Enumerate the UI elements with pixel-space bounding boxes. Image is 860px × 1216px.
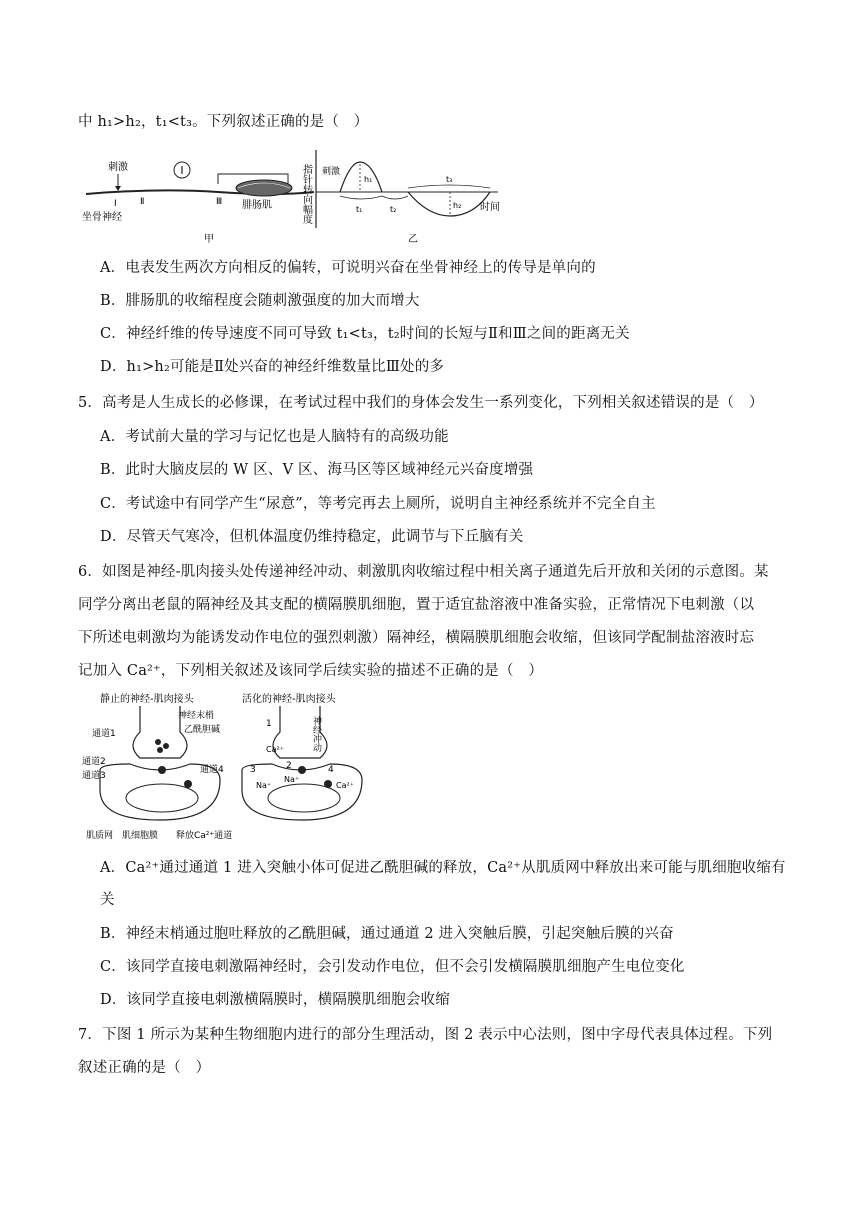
muscle-label: 腓肠肌 bbox=[242, 200, 272, 211]
na-label-2: Na⁺ bbox=[284, 775, 300, 784]
question-7-stem-line2: 叙述正确的是（ ） bbox=[78, 1060, 211, 1076]
q5-option-c: C．考试途中有同学产生“尿意”，等考完再去上厕所，说明自主神经系统并不完全自主 bbox=[100, 496, 656, 512]
left-caption: 甲 bbox=[204, 234, 214, 245]
right-caption: 乙 bbox=[408, 234, 418, 245]
label-I: Ⅰ bbox=[114, 199, 117, 209]
membrane-label: 肌细胞膜 bbox=[122, 831, 159, 840]
n1-label: 1 bbox=[266, 719, 272, 729]
release-label: 释放Ca²⁺通道 bbox=[176, 831, 233, 840]
t2-label: t₂ bbox=[390, 205, 397, 214]
n2-label: 2 bbox=[286, 761, 292, 771]
ch2-label: 通道2 bbox=[82, 757, 106, 767]
question-6-stem-line1: 6．如图是神经-肌肉接头处传递神经冲动、刺激肌肉收缩过程中相关离子通道先后开放和关闭的示意图。某 bbox=[78, 564, 769, 580]
q4-option-d: D．h₁>h₂可能是Ⅱ处兴奋的神经纤维数量比Ⅲ处的多 bbox=[100, 359, 445, 375]
question-6-stem-line3: 下所述电刺激均为能诱发动作电位的强烈刺激）隔神经，横隔膜肌细胞会收缩，但该同学配制盐溶液时忘 bbox=[78, 630, 755, 646]
t1-label: t₁ bbox=[356, 205, 363, 214]
h2-label: h₂ bbox=[453, 201, 462, 210]
n3-label: 3 bbox=[250, 765, 256, 775]
nerve-ending-label: 神经末梢 bbox=[178, 711, 215, 721]
ca-label-2: Ca²⁺ bbox=[336, 781, 354, 790]
h1-label: h₁ bbox=[364, 175, 373, 184]
nerve-label: 坐骨神经 bbox=[82, 212, 122, 223]
q5-option-b: B．此时大脑皮层的 W 区、V 区、海马区等区域神经元兴奋度增强 bbox=[100, 462, 534, 478]
right-title: 活化的神经-肌肉接头 bbox=[242, 694, 336, 705]
ch4-label: 通道4 bbox=[200, 765, 224, 775]
ch1-label: 通道1 bbox=[92, 729, 116, 739]
q6-option-c: C．该同学直接电刺激隔神经时，会引发动作电位，但不会引发横隔膜肌细胞产生电位变化 bbox=[100, 959, 685, 975]
question-6-stem-line2: 同学分离出老鼠的隔神经及其支配的横隔膜肌细胞，置于适宜盐溶液中准备实验，正常情况下电刺激（以 bbox=[78, 597, 755, 613]
question-5-stem: 5．高考是人生成长的必修课，在考试过程中我们的身体会发生一系列变化，下列相关叙述错误的是（ ） bbox=[78, 395, 764, 411]
time-label: 时间 bbox=[480, 202, 500, 213]
q4-option-c: C．神经纤维的传导速度不同可导致 t₁<t₃，t₂时间的长短与Ⅱ和Ⅲ之间的距离无关 bbox=[100, 326, 630, 342]
q5-option-a: A．考试前大量的学习与记忆也是人脑特有的高级功能 bbox=[100, 429, 449, 445]
q6-figure bbox=[80, 690, 380, 840]
label-II: Ⅱ bbox=[140, 197, 145, 207]
q4-figure bbox=[78, 148, 518, 248]
q5-option-d: D．尽管天气寒冷，但机体温度仍维持稳定，此调节与下丘脑有关 bbox=[100, 529, 524, 545]
sr-label: 肌质网 bbox=[86, 831, 114, 840]
question-6-stem-line4: 记加入 Ca²⁺，下列相关叙述及该同学后续实验的描述不正确的是（ ） bbox=[78, 663, 544, 679]
q4-option-b: B．腓肠肌的收缩程度会随刺激强度的加大而增大 bbox=[100, 293, 420, 309]
left-title: 静止的神经-肌肉接头 bbox=[100, 694, 194, 705]
ch3-label: 通道3 bbox=[82, 771, 106, 781]
yaxis-label: 指针转向幅度 bbox=[300, 164, 312, 224]
q6-option-b: B．神经末梢通过胞吐释放的乙酰胆碱，通过通道 2 进入突触后膜，引起突触后膜的兴奋 bbox=[100, 926, 674, 942]
na-label-1: Na⁺ bbox=[256, 781, 272, 790]
q4-option-a: A．电表发生两次方向相反的偏转，可说明兴奋在坐骨神经上的传导是单向的 bbox=[100, 260, 596, 276]
q6-option-d: D．该同学直接电刺激横隔膜时，横隔膜肌细胞会收缩 bbox=[100, 992, 450, 1008]
n4-label: 4 bbox=[328, 765, 334, 775]
label-III: Ⅲ bbox=[216, 197, 223, 207]
impulse-label: 神经冲动 bbox=[311, 716, 321, 752]
q6-option-a-line1: A．Ca²⁺通过通道 1 进入突触小体可促进乙酰胆碱的释放，Ca²⁺从肌质网中释放出来可能与肌细胞收缩有 bbox=[100, 860, 786, 876]
ca-label-1: Ca²⁺ bbox=[266, 745, 284, 754]
question-7-stem-line1: 7．下图 1 所示为某种生物细胞内进行的部分生理活动，图 2 表示中心法则，图中字母代表具体过程。下列 bbox=[78, 1027, 773, 1043]
t3-label: t₃ bbox=[446, 175, 453, 184]
stim-label: 刺激 bbox=[108, 162, 128, 173]
question-4-stem-tail: 中 h₁>h₂，t₁<t₃。下列叙述正确的是（ ） bbox=[78, 114, 369, 130]
q6-option-a-line2: 关 bbox=[100, 892, 115, 908]
ach-label: 乙酰胆碱 bbox=[184, 725, 221, 735]
stim2-label: 刺激 bbox=[322, 167, 341, 177]
